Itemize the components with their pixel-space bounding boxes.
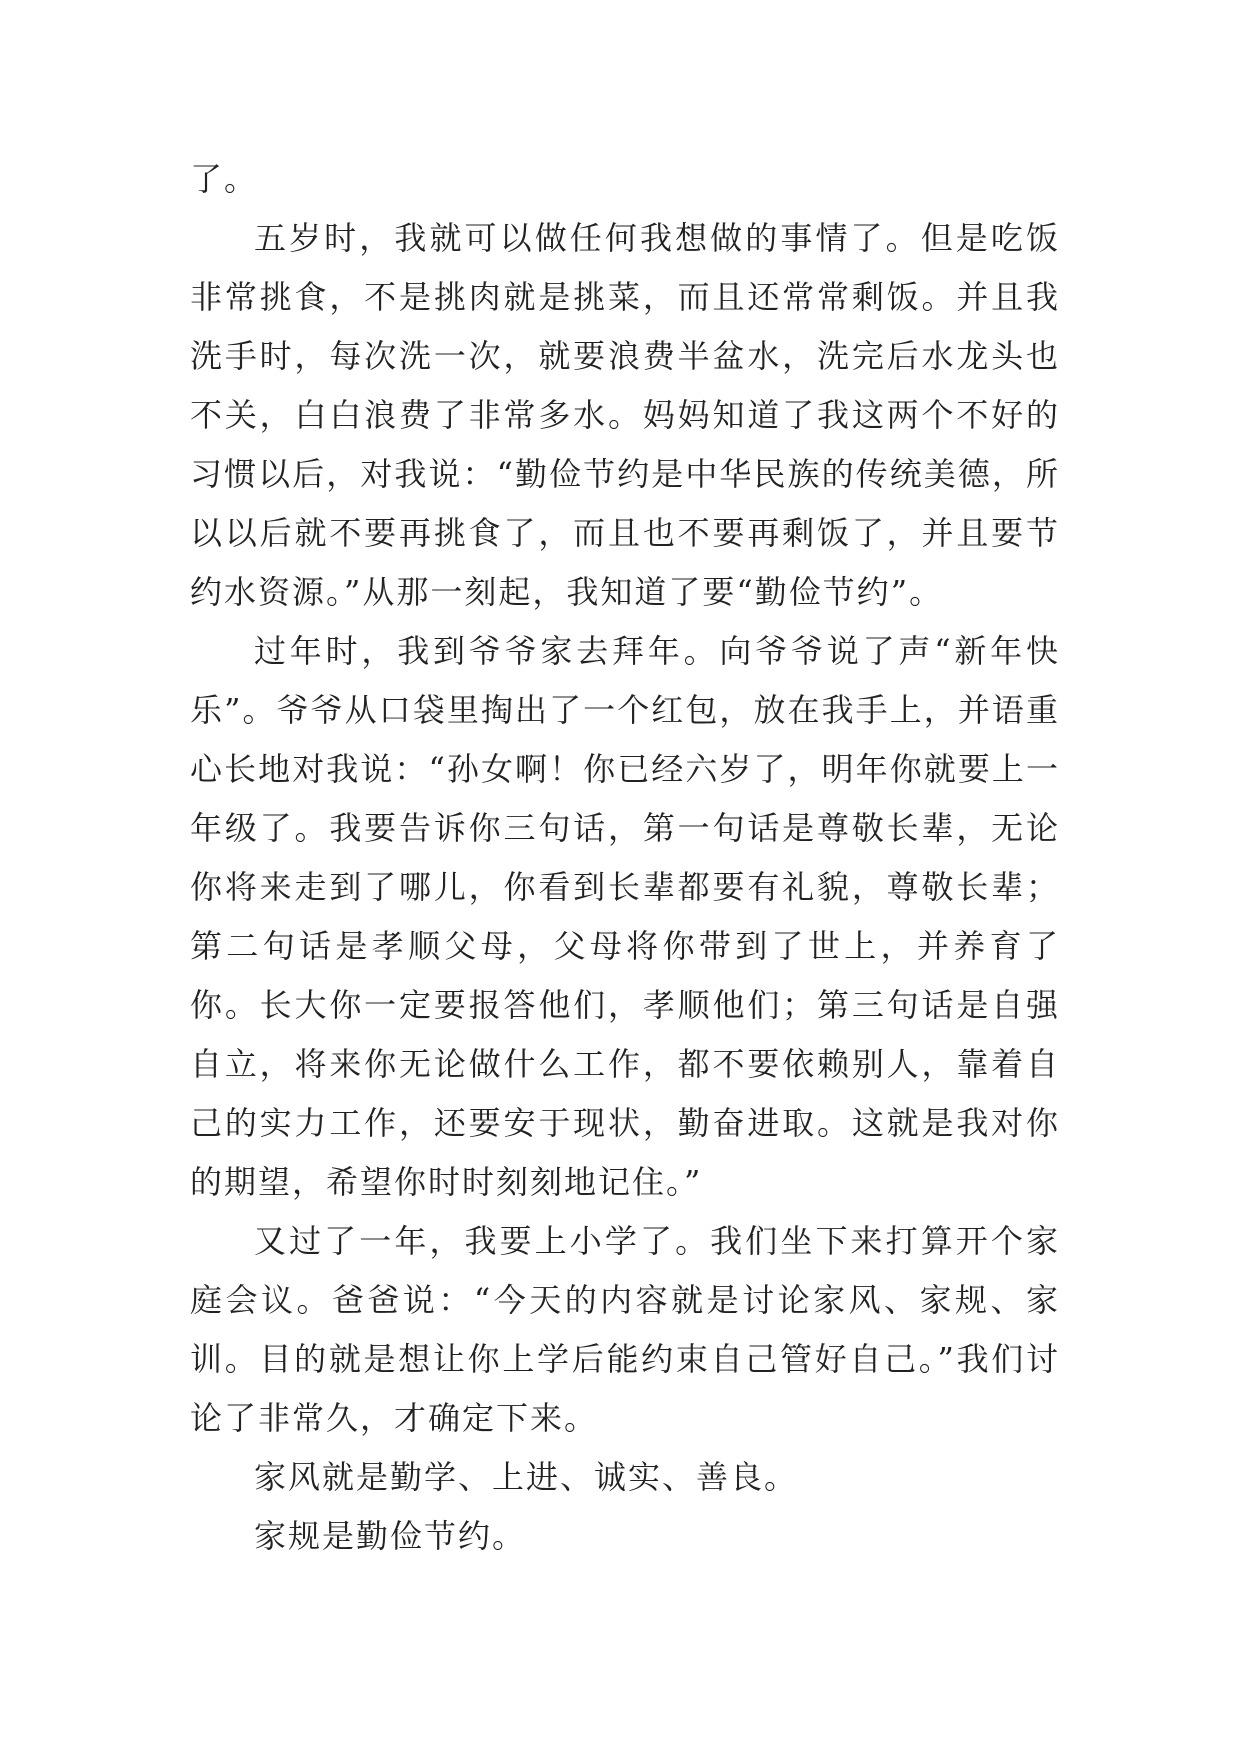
paragraph-continuation: 了。 <box>190 160 259 198</box>
paragraph-family-style: 家风就是勤学、上进、诚实、善良。 <box>254 1458 799 1496</box>
document-body <box>190 150 1060 1566</box>
paragraph-family-rules: 家规是勤俭节约。 <box>254 1517 527 1555</box>
paragraph-age-five: 五岁时，我就可以做任何我想做的事情了。但是吃饭非常挑食，不是挑肉就是挑菜，而且还常常剩饭。并且我洗手时，每次洗一次，就要浪费半盆水，洗完后水龙头也不关，白白浪费了非常多水。妈妈知道了我这两个不好的习惯以后，对我说：“勤俭节约是中华民族的传统美德，所以以后就不要再挑食了，而且也不要再剩饭了，并且要节约水资源。”从那一刻起，我知道了要“勤俭节约”。 <box>190 219 1060 611</box>
paragraph-family-meeting: 又过了一年，我要上小学了。我们坐下来打算开个家庭会议。爸爸说：“今天的内容就是讨论家风、家规、家训。目的就是想让你上学后能约束自己管好自己。”我们讨论了非常久，才确定下来。 <box>190 1222 1060 1437</box>
paragraph-new-year: 过年时，我到爷爷家去拜年。向爷爷说了声“新年快乐”。爷爷从口袋里掏出了一个红包，放在我手上，并语重心长地对我说：“孙女啊！你已经六岁了，明年你就要上一年级了。我要告诉你三句话，第一句话是尊敬长辈，无论你将来走到了哪儿，你看到长辈都要有礼貌，尊敬长辈；第二句话是孝顺父母，父母将你带到了世上，并养育了你。长大你一定要报答他们，孝顺他们；第三句话是自强自立，将来你无论做什么工作，都不要依赖别人，靠着自己的实力工作，还要安于现状，勤奋进取。这就是我对你的期望，希望你时时刻刻地记住。” <box>190 632 1060 1201</box>
